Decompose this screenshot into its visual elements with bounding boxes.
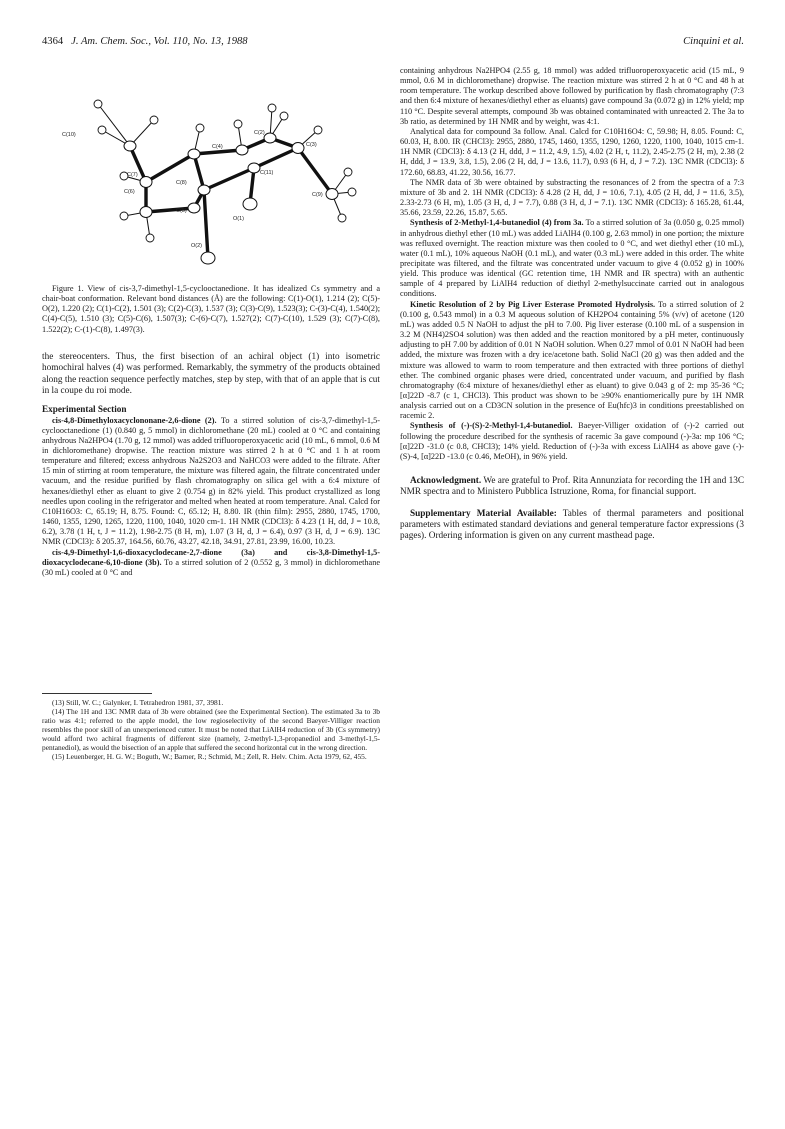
left-column-body	[42, 352, 380, 578]
atom-label: O(2)	[191, 243, 202, 249]
paragraph: containing anhydrous Na2HPO4 (2.55 g, 18 mmol) was added trifluoroperoxyacetic acid (15 mL, 9 mmol, 0.6 M in dichloromethane) dropwise. The reaction mixture was stirred 2 h at 0 °C and 48 h at room temperature. The workup described above followed by purification by flash chromatography (7:3 and then 6:4 mixture of hexanes/diethyl ether as eluants) gave compound 3a (0.072 g) in 12% yield; mp 110 °C. Despite several attempts, compound 3b was obtained contaminated with unreacted 2. The 3a to 3b ratio, as determined by 1H NMR and by weight, was 4:1.	[400, 66, 744, 126]
paragraph: cis-4,8-Dimethyloxacyclononane-2,6-dione (2). To a stirred solution of cis-3,7-dimethyl-1,5-cyclooctanedione (1) (0.840 g, 5 mmol) in dichloromethane (20 mL) cooled at 0 °C and containing anhydrous Na2HPO4 (1.70 g, 12 mmol) was added trifluoroperoxyacetic acid (10 mL, 6 mmol, 0.6 M in dichloromethane) dropwise. The reaction mixture was stirred 2 h at 0 °C and 1 h at room temperature and filtered; excess anhydrous Na2S2O3 and NaHCO3 were added to the filtrate. After 15 min of stirring at room temperature, the mixture was filtered again, the filtrate concentrated under vacuum, and the residue purified by flash chromatography on silica gel with a 6:4 mixture of hexanes/diethyl ether as eluant to give 2 (0.754 g) in 82% yield. This product crystallized as long needles upon cooling in the refrigerator and melted when heated at room temperature. Anal. Calcd for C10H16O3: C, 65.19; H, 8.75. Found: C, 65.12; H, 8.80. IR (thin film): 2955, 2880, 1745, 1700, 1460, 1355, 1290, 1265, 1220, 1100, 1040, 1020 cm-1. 1H NMR (CDCl3): δ 4.23 (1 H, dd, J = 10.8, 6.2), 3.78 (1 H, t, J = 11.2), 1.98-2.75 (8 H, m), 1.07 (3 H, d, J = 6.4), 0.97 (3 H, d, J = 6.9). 13C NMR (CDCl3): δ 205.37, 164.56, 60.76, 43.27, 42.18, 34.91, 27.81, 23.99, 16.00, 10.23.	[42, 415, 380, 547]
running-header	[42, 36, 744, 50]
atom-label: C(5)	[176, 208, 187, 214]
paragraph: The NMR data of 3b were obtained by substracting the resonances of 2 from the spectra of a 7:3 mixture of 3b and 2. 1H NMR (CDCl3): δ 4.28 (2 H, dd, J = 10.6, 7.1), 4.05 (2 H, dd, J = 11.6, 3.5), 2.33-2.73 (6 H, m), 1.05 (3 H, d, J = 7.7), 0.88 (3 H, d, J = 7.1). 13C NMR (CDCl3): δ 165.28, 61.44, 35.66, 23.59, 22.26, 15.87, 5.65.	[400, 177, 744, 218]
atom-label: C(3)	[306, 142, 317, 148]
paragraph: Synthesis of (-)-(S)-2-Methyl-1,4-butanediol. Baeyer-Villiger oxidation of (-)-2 carried out following the procedure described for the synthesis of racemic 3a gave compound (-)-3a: mp 106 °C; [α]22D -31.0 (c 0.8, CHCl3); 14% yield. Reduction of (-)-3a with excess LiAlH4 as above gave (-)-(S)-4, [α]22D -13.0 (c 0.46, MeOH), in 96% yield.	[400, 421, 745, 461]
paragraph: Synthesis of 2-Methyl-1,4-butanediol (4) from 3a. To a stirred solution of 3a (0.050 g, 0.25 mmol) in anhydrous diethyl ether (10 mL) was added LiAlH4 (0.100 g, 2.63 mmol) in one portion; the mixture was refluxed overnight. The reaction mixture was then cooled to 0 °C, and wet diethyl ether (10 mL), water (0.1 mL), 10% aqueous NaOH (0.1 mL), and water (0.3 mL) were added in this order. The white precipitate was filtered, and the filtrate was concentrated under vacuum to give 4 (0.052 g) in 100% yield. This produce was identical (GC retention time, 1H NMR and IR spectra) with an authentic sample of 4 prepared by LiAlH4 reduction of diethyl 2-methylsuccinate carried out in analogous conditions.	[400, 218, 744, 299]
paragraph: cis-4,9-Dimethyl-1,6-dioxacyclodecane-2,7-dione (3a) and cis-3,8-Dimethyl-1,5-dioxacyclodecane-6,10-dione (3b). To a stirred solution of 2 (0.552 g, 3 mmol) in dichloromethane (30 mL) cooled at 0 °C and	[42, 547, 381, 577]
atom-label: C(9)	[312, 192, 323, 198]
atom-label: C(4)	[212, 144, 223, 150]
atom-label: O(1)	[233, 216, 244, 222]
acknowledgment: Acknowledgment. We are grateful to Prof. Rita Annunziata for recording the 1H and 13C NMR spectra and to Ministero Pubblica Istruzione, Roma, for financial support.	[400, 476, 744, 498]
journal-citation: J. Am. Chem. Soc., Vol. 110, No. 13, 1988	[71, 36, 248, 47]
figure-caption: Figure 1. View of cis-3,7-dimethyl-1,5-cyclooctanedione. It has idealized Cs symmetry and a chair-boat conformation. Relevant bond distances (Å) are the following: C(1)-O(1), 1.214 (2); C(5)-O(2), 1.220 (2); C(1)-C(2), 1.501 (3); C(2)-C(3), 1.537 (3); C(3)-C(9), 1.523(3); C-(3)-C(4), 1.540(2); C(4)-C(5), 1.510 (3); C(5)-C(6), 1.507(3); C-(6)-C(7), 1.527(2); C(7)-C(10), 1.529 (3); C(7)-C(8), 1.522(2); C-(1)-C(8), 1.497(3).	[42, 284, 380, 334]
paragraph: Analytical data for compound 3a follow. Anal. Calcd for C10H16O4: C, 59.98; H, 8.05. Found: C, 60.03, H, 8.00. IR (CHCl3): 2955, 2880, 1745, 1460, 1355, 1290, 1260, 1220, 1100, 1040, 1015 cm-1. 1H NMR (CDCl3): δ 4.13 (2 H, ddd, J = 11.2, 4.9, 1.5), 4.02 (2 H, t, 11.2), 2.45-2.75 (2 H, m), 2.38 (2 H, ddd, J = 13.9, 3.8, 1.5), 2.06 (2 H, dd, J = 13.6, 11.7), 0.93 (6 H, d, J = 7.2). 13C NMR (CDCl3): δ 172.60, 68.83, 41.22, 30.56, 16.77.	[400, 126, 744, 177]
ortep-figure	[42, 86, 380, 276]
footnotes	[42, 693, 380, 761]
atom-label: C(10)	[62, 132, 76, 138]
right-column-body	[400, 66, 744, 543]
footnote: (14) The 1H and 13C NMR data of 3b were obtained (see the Experimental Section). The estimated 3a to 3b ratio was 4:1; referred to the apple model, the low regioselectivity of the second Baeyer-Villiger reaction resembles the poor skill of an unexperienced cutter. It must be noted that LiAlH4 reduction of 3b (Cs symmetry) would afford two achiral fragments of different size (namely, 2-methyl-1,3-propanediol and 3-methyl-1,5-pentanediol), as would the bisection of an apple that suffered the second horizontal cut in the wrong direction.	[42, 707, 380, 753]
atom-label: C(8)	[176, 180, 187, 186]
atom-label: C(11)	[260, 170, 274, 176]
atom-label: C(7)	[127, 172, 138, 178]
footnote: (15) Leuenberger, H. G. W.; Boguth, W.; Barner, R.; Schmid, M.; Zell, R. Helv. Chim. Acta 1979, 62, 455.	[52, 752, 367, 762]
footnote: (13) Still, W. C.; Galynker, I. Tetrahedron 1981, 37, 3981.	[52, 698, 224, 707]
atom-label: C(6)	[124, 189, 135, 195]
page-number: 4364	[42, 36, 64, 47]
supplementary-material: Supplementary Material Available: Tables of thermal parameters and positional parameters with estimated standard deviations and general temperature factor expressions (3 pages). Ordering information is given on any current masthead page.	[400, 508, 744, 542]
intro-paragraph: the stereocenters. Thus, the first bisection of an achiral object (1) into isometric homochiral halves (4) was performed. Remarkably, the symmetry of the products obtained along the reaction sequence perfectly matches, step by step, with that of an apple that is cut in la coupe du roi mode.	[42, 352, 380, 397]
author-header: Cinquini et al.	[683, 36, 744, 47]
paragraph: Kinetic Resolution of 2 by Pig Liver Esterase Promoted Hydrolysis. To a stirred solution of 2 (0.100 g, 0.543 mmol) in a 0.3 M aqueous solution of KH2PO4 containing 5% (v/v) of acetone (120 mL) was added 0.5 N NaOH to adjust the pH to 7.00. Pig liver esterase (0.100 mL of a suspension in 3.2 M (NH4)2SO4 solution) was then added and the reaction monitored by a pH meter, continuously adjusting to pH 7.00 by addition of 0.01 N NaOH solution. When 0.27 mmol of 0.01 N NaOH had been added, the mixture was frozen with a dry ice/acetone bath. Solid NaCl (20 g) was then added and the mixture was allowed to warm to room temperature and then extracted with three portions of diethyl ether. The combined organic phases were dried, concentrated under vacuum, and purified by flash chromatography (6:4 mixture of hexanes/diethyl ether as eluant) to give 0.043 g of 2: mp 35-36 °C; [α]22D -8.7 (c 1, CHCl3). This product was shown to be ≥90% enantiomerically pure by 1H NMR analysis carried out on a CD3CN solution in the presence of Eu(hfc)3 in conditions preestablished on racemic 2.	[400, 299, 744, 421]
footnote-rule	[42, 693, 152, 694]
section-heading: Experimental Section	[42, 404, 127, 415]
atom-label: C(2)	[254, 130, 265, 136]
